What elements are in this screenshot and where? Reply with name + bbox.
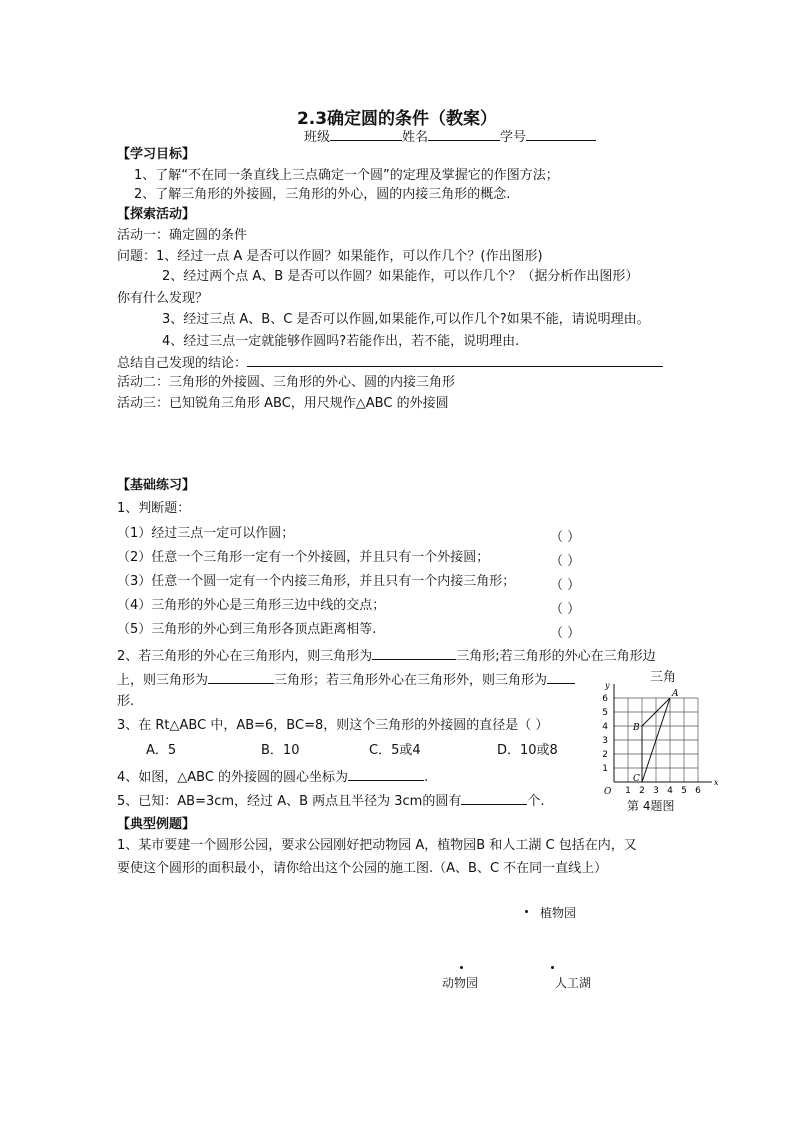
id-blank[interactable] bbox=[526, 127, 596, 141]
triangle-abc bbox=[632, 689, 679, 784]
question-3: 3、经过三点 A、B、C 是否可以作圆,如果能作,可以作几个?如果不能，请说明理由。 bbox=[162, 312, 650, 327]
judge-item-1: （1）经过三点一定可以作圆； bbox=[117, 526, 295, 541]
summary-label: 总结自己发现的结论： bbox=[117, 356, 248, 371]
question-4-line: 4、如图，△ABC 的外接圆的圆心坐标为 . bbox=[117, 767, 428, 786]
judge-item-3: （3）任意一个圆一定有一个内接三角形，并且只有一个内接三角形； bbox=[117, 574, 516, 589]
example-line-2: 要使这个圆形的面积最小，请你给出这个公园的施工图.（A、B、C 不在同一直线上） bbox=[117, 861, 608, 876]
fill-question-2-line1: 2、若三角形的外心在三角形内，则三角形为 三角形;若三角形的外心在三角形边 bbox=[117, 646, 656, 665]
botanical-point bbox=[525, 910, 528, 913]
y-tick-label: 4 bbox=[602, 722, 608, 732]
judge-paren-3[interactable]: （ ） bbox=[550, 578, 581, 593]
option-c[interactable]: C．5或4 bbox=[369, 743, 421, 758]
judge-title: 1、判断题： bbox=[117, 501, 191, 516]
judge-item-5: （5）三角形的外心到三角形各顶点距离相等. bbox=[117, 622, 377, 637]
y-tick-label: 2 bbox=[602, 750, 608, 760]
judge-item-2: （2）任意一个三角形一定有一个外接圆，并且只有一个外接圆； bbox=[117, 550, 490, 565]
summary-blank[interactable] bbox=[247, 353, 663, 367]
blank-right[interactable] bbox=[208, 670, 274, 684]
judge-paren-2[interactable]: （ ） bbox=[550, 554, 581, 569]
x-axis-label: x bbox=[714, 778, 719, 787]
fill-question-2-line3: 形. bbox=[117, 694, 135, 709]
question-4: 4、经过三点一定就能够作圆吗?若能作出，若不能，说明理由. bbox=[162, 334, 520, 349]
zoo-label: 动物园 bbox=[442, 976, 479, 990]
x-tick-label: 3 bbox=[653, 786, 659, 796]
vertex-label-a: A bbox=[672, 689, 679, 699]
count-blank[interactable] bbox=[461, 791, 527, 805]
vertex-label-b: B bbox=[633, 723, 640, 733]
explore-heading: 【探索活动】 bbox=[117, 207, 196, 222]
goal-item-2: 2、了解三角形的外接圆，三角形的外心，圆的内接三角形的概念. bbox=[134, 187, 511, 202]
option-a[interactable]: A．5 bbox=[146, 743, 177, 758]
x-tick-label: 4 bbox=[667, 786, 673, 796]
fill-question-2-tail: 三角 bbox=[650, 670, 677, 685]
summary-line bbox=[117, 353, 663, 372]
judge-paren-5[interactable]: （ ） bbox=[550, 626, 581, 641]
lake-point bbox=[551, 966, 554, 969]
name-label: 姓名 bbox=[402, 130, 429, 145]
vertex-label-c: C bbox=[633, 774, 640, 784]
figure-caption: 第 4题图 bbox=[627, 799, 675, 813]
y-tick-label: 6 bbox=[602, 694, 608, 704]
judge-paren-1[interactable]: （ ） bbox=[550, 530, 581, 545]
activity-1: 活动一：确定圆的条件 bbox=[117, 228, 248, 243]
x-tick-label: 1 bbox=[625, 786, 631, 796]
option-b[interactable]: B．10 bbox=[261, 743, 300, 758]
discovery-prompt: 你有什么发现？ bbox=[117, 291, 209, 306]
choice-question-3: 3、在 Rt△ABC 中，AB=6，BC=8，则这个三角形的外接圆的直径是（ ） bbox=[117, 718, 549, 733]
class-blank[interactable] bbox=[330, 127, 402, 141]
student-info-line bbox=[304, 127, 596, 146]
class-label: 班级 bbox=[304, 130, 331, 145]
fill-question-2-line2: 上，则三角形为 三角形；若三角形外心在三角形外，则三角形为 bbox=[117, 670, 575, 689]
goal-item-1: 1、了解“不在同一条直线上三点确定一个圆”的定理及掌握它的作图方法； bbox=[134, 168, 559, 183]
coordinate-grid-figure bbox=[596, 676, 719, 801]
botanical-label: 植物园 bbox=[540, 906, 577, 920]
example-line-1: 1、某市要建一个圆形公园，要求公园刚好把动物园 A，植物园B 和人工湖 C 包括在内，又 bbox=[117, 838, 637, 853]
question-2: 2、经过两个点 A、B 是否可以作圆？如果能作，可以作几个？（据分析作出图形） bbox=[162, 269, 639, 284]
page-title: 2.3确定圆的条件（教案） bbox=[296, 109, 498, 129]
activity-2: 活动二：三角形的外接圆、三角形的外心、圆的内接三角形 bbox=[117, 375, 456, 390]
question-1: 问题：1、经过一点 A 是否可以作圆？如果能作，可以作几个？(作出图形) bbox=[117, 249, 543, 264]
blank-acute[interactable] bbox=[372, 646, 456, 660]
lake-label: 人工湖 bbox=[555, 976, 592, 990]
y-tick-label: 1 bbox=[602, 764, 608, 774]
center-blank[interactable] bbox=[348, 767, 424, 781]
y-tick-label: 3 bbox=[602, 736, 608, 746]
basic-heading: 【基础练习】 bbox=[117, 478, 196, 493]
activity-3: 活动三：已知锐角三角形 ABC，用尺规作△ABC 的外接圆 bbox=[117, 396, 449, 411]
judge-item-4: （4）三角形的外心是三角形三边中线的交点； bbox=[117, 598, 386, 613]
tick-labels bbox=[602, 681, 719, 797]
example-heading: 【典型例题】 bbox=[117, 817, 196, 832]
y-tick-label: 5 bbox=[602, 708, 608, 718]
x-tick-label: 6 bbox=[695, 786, 701, 796]
option-d[interactable]: D．10或8 bbox=[497, 743, 558, 758]
x-tick-label: 5 bbox=[681, 786, 687, 796]
goals-heading: 【学习目标】 bbox=[117, 147, 196, 162]
name-blank[interactable] bbox=[428, 127, 500, 141]
zoo-point bbox=[460, 966, 463, 969]
origin-label: O bbox=[604, 787, 612, 797]
axes bbox=[614, 684, 712, 782]
blank-obtuse[interactable] bbox=[547, 670, 575, 684]
question-5-line: 5、已知：AB=3cm，经过 A、B 两点且半径为 3cm的圆有 个. bbox=[117, 791, 545, 810]
x-tick-label: 2 bbox=[639, 786, 645, 796]
y-axis-label: y bbox=[605, 681, 610, 690]
judge-paren-4[interactable]: （ ） bbox=[550, 602, 581, 617]
id-label: 学号 bbox=[500, 130, 527, 145]
